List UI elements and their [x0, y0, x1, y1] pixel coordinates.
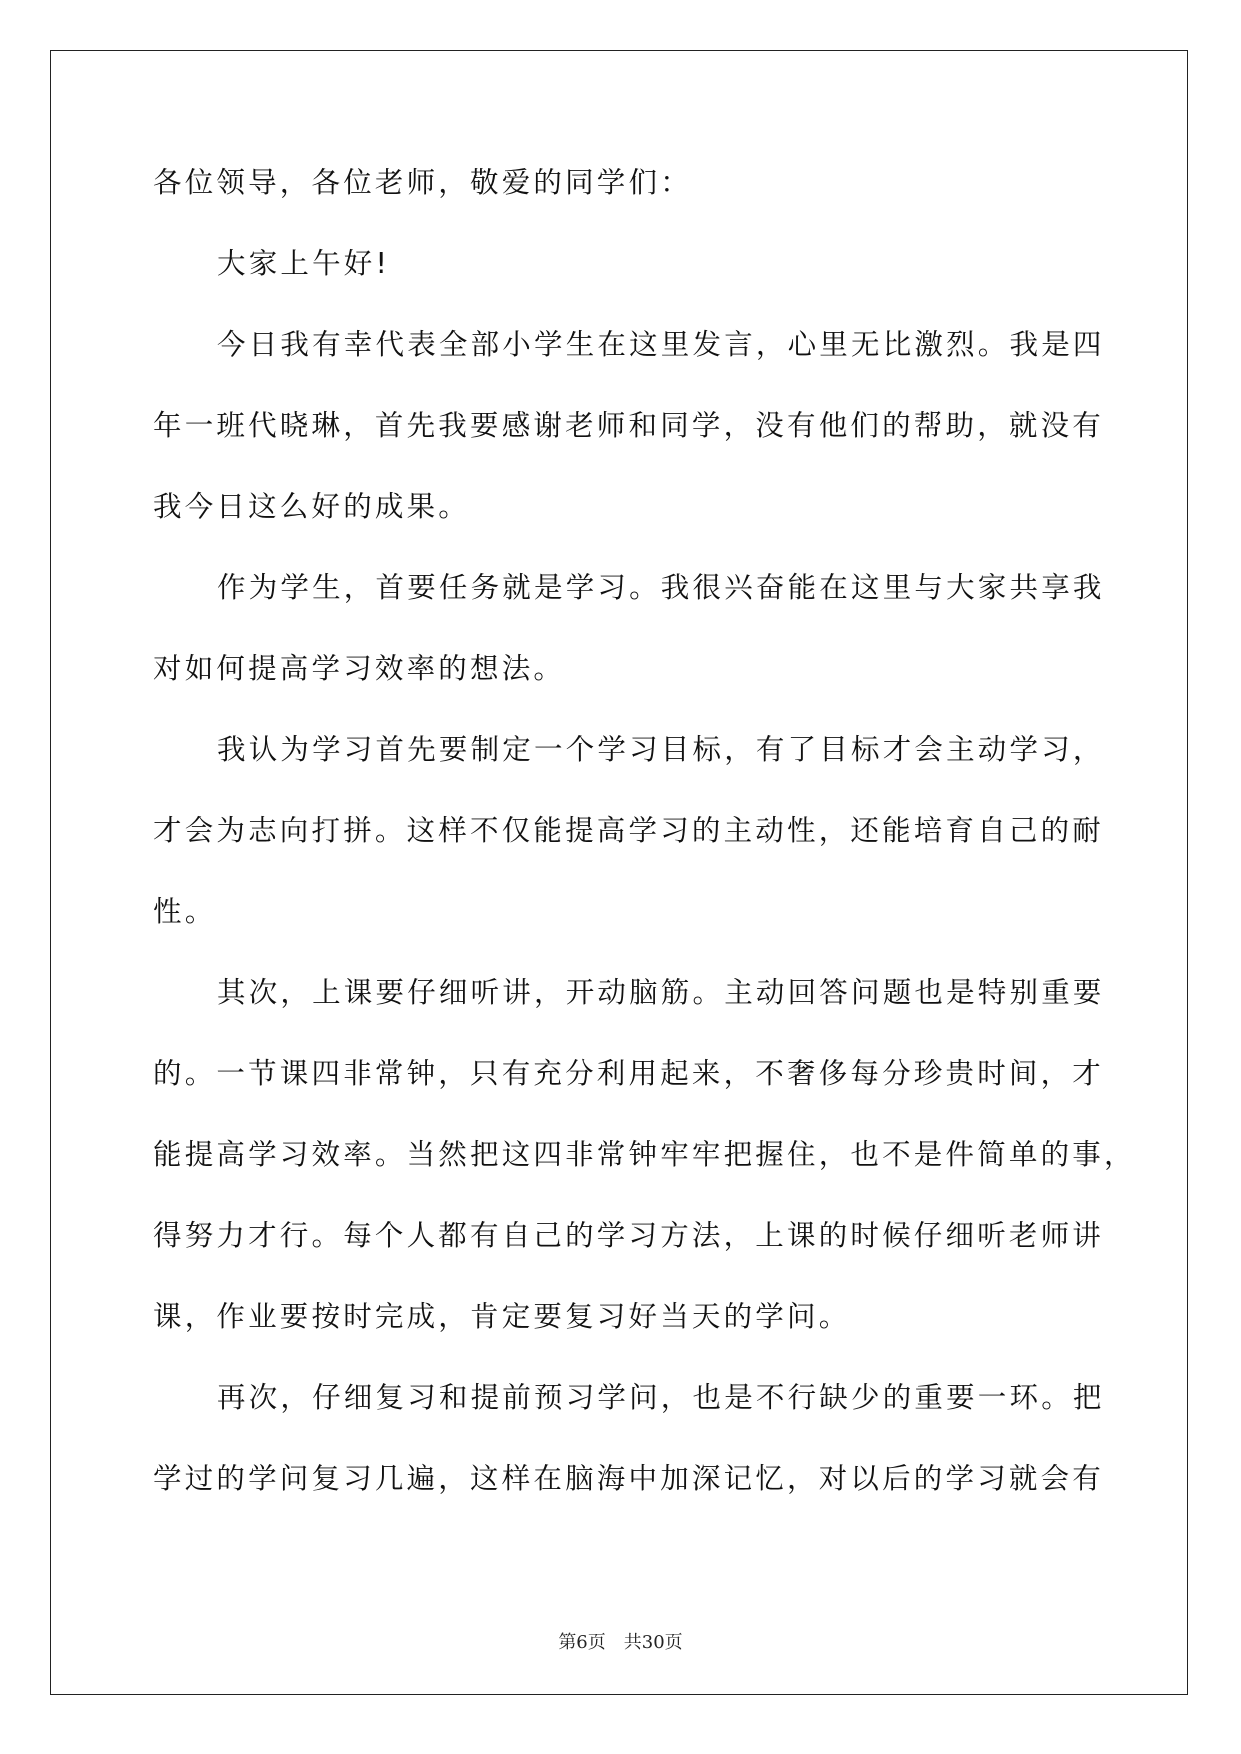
text-line: 我今日这么好的成果。	[153, 490, 471, 523]
text-line: 作为学生，首要任务就是学习。我很兴奋能在这里与大家共享我	[217, 571, 1105, 604]
text-line: 对如何提高学习效率的想法。	[153, 652, 566, 685]
text-line: 能提高学习效率。当然把这四非常钟牢牢把握住，也不是件简单的事，	[153, 1138, 1136, 1171]
text-line: 各位领导，各位老师，敬爱的同学们：	[153, 166, 692, 199]
text-line: 课，作业要按时完成，肯定要复习好当天的学问。	[153, 1300, 851, 1333]
page-number: 第6页	[558, 1632, 606, 1653]
text-line: 学过的学问复习几遍，这样在脑海中加深记忆，对以后的学习就会有	[153, 1462, 1105, 1495]
text-line: 的。一节课四非常钟，只有充分利用起来，不奢侈每分珍贵时间，才	[153, 1057, 1105, 1090]
text-line: 年一班代晓琳，首先我要感谢老师和同学，没有他们的帮助，就没有	[153, 409, 1105, 442]
text-line: 得努力才行。每个人都有自己的学习方法，上课的时候仔细听老师讲	[153, 1219, 1105, 1252]
text-line: 其次，上课要仔细听讲，开动脑筋。主动回答问题也是特别重要	[217, 976, 1105, 1009]
text-line: 才会为志向打拼。这样不仅能提高学习的主动性，还能培育自己的耐	[153, 814, 1105, 847]
page-total: 共30页	[623, 1632, 683, 1653]
text-line: 再次，仔细复习和提前预习学问，也是不行缺少的重要一环。把	[217, 1381, 1105, 1414]
page-footer	[0, 1628, 1241, 1654]
text-line: 大家上午好!	[217, 247, 391, 280]
text-line: 今日我有幸代表全部小学生在这里发言，心里无比激烈。我是四	[217, 328, 1105, 361]
text-line: 性。	[153, 895, 217, 928]
page-border	[50, 50, 1188, 1695]
text-line: 我认为学习首先要制定一个学习目标，有了目标才会主动学习，	[217, 733, 1105, 766]
